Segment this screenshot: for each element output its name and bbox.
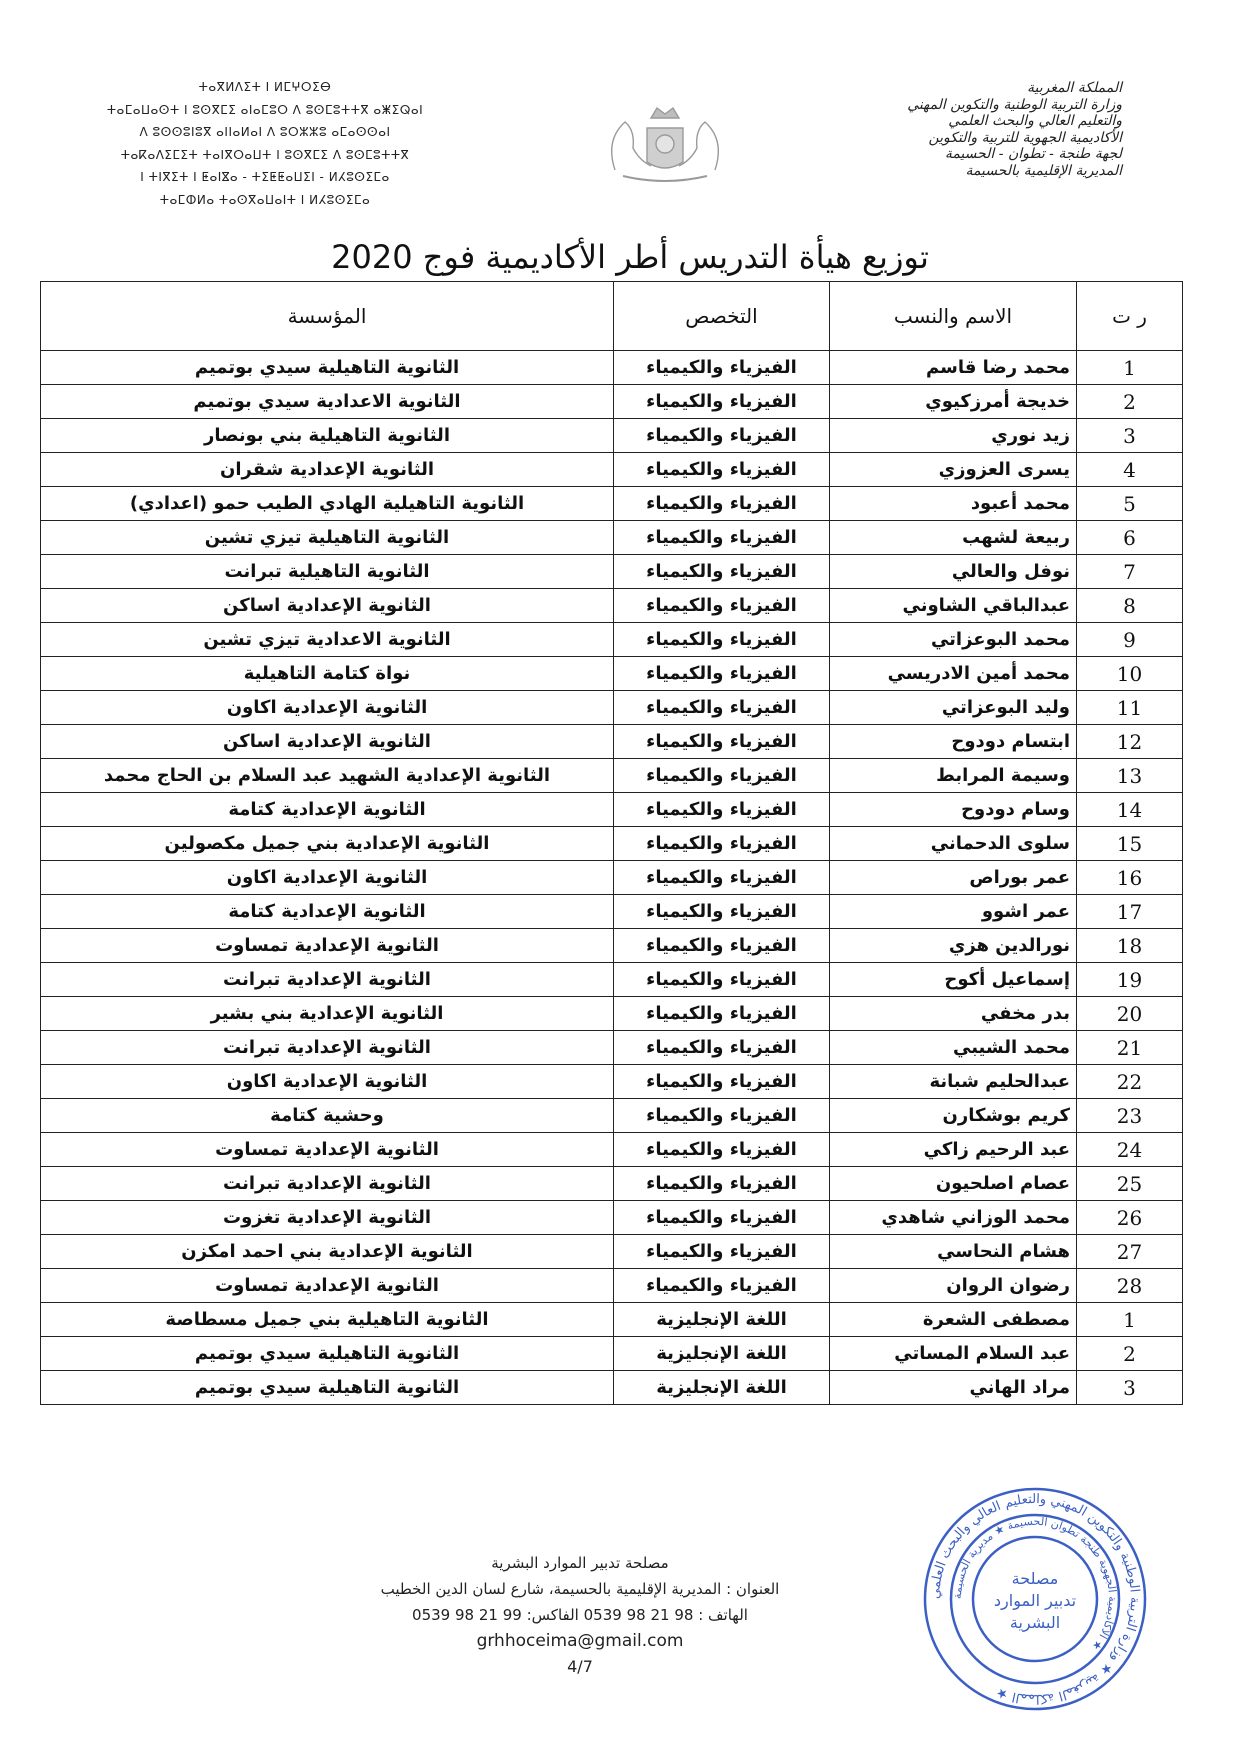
row-number: 18 <box>1077 929 1183 963</box>
row-specialty: اللغة الإنجليزية <box>614 1303 830 1337</box>
header-arabic-line: المملكة المغربية <box>1026 80 1122 96</box>
table-row <box>41 997 1183 1031</box>
header-tifinagh-line: ⵏ ⵜⵏⴳⵉⵜ ⵏ ⵟⴰⵏⴵⴰ - ⵜⵉⵟⵟⴰⵡⵉⵏ - ⵍⵃⵓⵙⵉⵎⴰ <box>140 170 390 184</box>
table-row <box>41 895 1183 929</box>
row-number: 2 <box>1077 1337 1183 1371</box>
row-specialty: الفيزياء والكيمياء <box>614 1167 830 1201</box>
row-number: 12 <box>1077 725 1183 759</box>
row-specialty: الفيزياء والكيمياء <box>614 385 830 419</box>
row-name: مصطفى الشعرة <box>830 1303 1077 1337</box>
header-tifinagh-line: ⵜⴰⴳⵍⴷⵉⵜ ⵏ ⵍⵎⵖⵔⵉⴱ <box>198 80 332 94</box>
table-row <box>41 1065 1183 1099</box>
official-stamp <box>920 1484 1150 1714</box>
row-specialty: الفيزياء والكيمياء <box>614 759 830 793</box>
row-name: ربيعة لشهب <box>830 521 1077 555</box>
header-arabic-line: والتعليم العالي والبحث العلمي <box>948 113 1122 129</box>
row-number: 28 <box>1077 1269 1183 1303</box>
header-tifinagh-line: ⴷ ⵓⵙⵙⵓⵏⵓⴳ ⴰⵏⵏⴰⵍⴰⵏ ⴷ ⵓⵔⵣⵣⵓ ⴰⵎⴰⵙⵙⴰⵏ <box>139 125 391 139</box>
footer-service: مصلحة تدبير الموارد البشرية <box>491 1554 669 1572</box>
row-number: 21 <box>1077 1031 1183 1065</box>
row-specialty: الفيزياء والكيمياء <box>614 691 830 725</box>
row-name: مراد الهاني <box>830 1371 1077 1405</box>
row-institution: الثانوية التاهيلية الهادي الطيب حمو (اعدادي) <box>41 487 614 521</box>
table-row <box>41 351 1183 385</box>
row-specialty: الفيزياء والكيمياء <box>614 351 830 385</box>
row-institution: الثانوية الإعدادية اساكن <box>41 725 614 759</box>
row-specialty: الفيزياء والكيمياء <box>614 487 830 521</box>
row-institution: الثانوية التاهيلية تبرانت <box>41 555 614 589</box>
row-specialty: الفيزياء والكيمياء <box>614 1133 830 1167</box>
row-number: 14 <box>1077 793 1183 827</box>
stamp-center-line: تدبير الموارد <box>993 1591 1077 1610</box>
row-specialty: الفيزياء والكيمياء <box>614 1235 830 1269</box>
row-name: كريم بوشكارن <box>830 1099 1077 1133</box>
row-number: 4 <box>1077 453 1183 487</box>
header-arabic-line: لجهة طنجة - تطوان - الحسيمة <box>944 146 1122 162</box>
row-name: إسماعيل أكوح <box>830 963 1077 997</box>
row-institution: الثانوية الاعدادية سيدي بوتميم <box>41 385 614 419</box>
row-institution: الثانوية الإعدادية بني احمد امكزن <box>41 1235 614 1269</box>
header-tifinagh <box>55 76 475 211</box>
row-name: محمد أمين الادريسي <box>830 657 1077 691</box>
table-row <box>41 1371 1183 1405</box>
row-specialty: الفيزياء والكيمياء <box>614 963 830 997</box>
table-row <box>41 453 1183 487</box>
row-specialty: الفيزياء والكيمياء <box>614 861 830 895</box>
header-arabic-line: المديرية الإقليمية بالحسيمة <box>965 162 1122 179</box>
row-name: عبدالباقي الشاوني <box>830 589 1077 623</box>
table-row <box>41 1133 1183 1167</box>
royal-coat-of-arms-icon <box>595 100 735 184</box>
table-row <box>41 657 1183 691</box>
table-row <box>41 759 1183 793</box>
row-number: 5 <box>1077 487 1183 521</box>
header-arabic <box>742 80 1122 179</box>
footer-email: grhhoceima@gmail.com <box>476 1631 684 1651</box>
row-name: نوفل والعالي <box>830 555 1077 589</box>
row-number: 16 <box>1077 861 1183 895</box>
header-specialty: التخصص <box>614 282 830 351</box>
table-row <box>41 1235 1183 1269</box>
row-name: ابتسام دودوح <box>830 725 1077 759</box>
table-body <box>41 351 1183 1405</box>
row-institution: الثانوية الاعدادية تيزي تشين <box>41 623 614 657</box>
row-specialty: الفيزياء والكيمياء <box>614 1201 830 1235</box>
row-number: 17 <box>1077 895 1183 929</box>
row-institution: الثانوية التاهيلية بني بونصار <box>41 419 614 453</box>
row-number: 9 <box>1077 623 1183 657</box>
row-name: وسام دودوح <box>830 793 1077 827</box>
row-institution: الثانوية الإعدادية تبرانت <box>41 1167 614 1201</box>
stamp-inner-text: الأكاديمية الجهوية طنجة تطوان الحسيمة ★ مديرية الحسيمة ★ <box>950 1514 1120 1654</box>
stamp-center-line: مصلحة <box>1011 1569 1059 1588</box>
row-specialty: الفيزياء والكيمياء <box>614 1269 830 1303</box>
table-row <box>41 385 1183 419</box>
row-specialty: الفيزياء والكيمياء <box>614 793 830 827</box>
table-row <box>41 623 1183 657</box>
row-number: 19 <box>1077 963 1183 997</box>
row-number: 3 <box>1077 419 1183 453</box>
row-name: زيد نوري <box>830 419 1077 453</box>
row-number: 3 <box>1077 1371 1183 1405</box>
row-institution: الثانوية الإعدادية بني جميل مكصولين <box>41 827 614 861</box>
row-specialty: الفيزياء والكيمياء <box>614 1065 830 1099</box>
table-row <box>41 827 1183 861</box>
table-row <box>41 725 1183 759</box>
row-institution: الثانوية الإعدادية تمساوت <box>41 1269 614 1303</box>
row-number: 11 <box>1077 691 1183 725</box>
table-row <box>41 1337 1183 1371</box>
assignment-table <box>40 281 1183 1405</box>
table-row <box>41 1303 1183 1337</box>
table-row <box>41 521 1183 555</box>
row-name: محمد رضا قاسم <box>830 351 1077 385</box>
footer-phone: الهاتف : 98 21 98 0539 الفاكس: 99 21 98 0539 <box>412 1606 748 1624</box>
row-institution: الثانوية الإعدادية كتامة <box>41 895 614 929</box>
row-specialty: اللغة الإنجليزية <box>614 1337 830 1371</box>
row-number: 1 <box>1077 351 1183 385</box>
row-specialty: الفيزياء والكيمياء <box>614 827 830 861</box>
row-number: 23 <box>1077 1099 1183 1133</box>
row-number: 24 <box>1077 1133 1183 1167</box>
row-name: عمر اشوو <box>830 895 1077 929</box>
row-institution: الثانوية الإعدادية شقران <box>41 453 614 487</box>
row-specialty: الفيزياء والكيمياء <box>614 725 830 759</box>
table-row <box>41 589 1183 623</box>
table-row <box>41 691 1183 725</box>
row-number: 8 <box>1077 589 1183 623</box>
row-institution: الثانوية الإعدادية تمساوت <box>41 929 614 963</box>
row-number: 1 <box>1077 1303 1183 1337</box>
header-institution: المؤسسة <box>41 282 614 351</box>
row-specialty: الفيزياء والكيمياء <box>614 1099 830 1133</box>
header-name: الاسم والنسب <box>830 282 1077 351</box>
row-specialty: الفيزياء والكيمياء <box>614 895 830 929</box>
row-name: عبد الرحيم زاكي <box>830 1133 1077 1167</box>
row-name: محمد أعبود <box>830 487 1077 521</box>
row-institution: الثانوية الإعدادية تبرانت <box>41 963 614 997</box>
row-number: 26 <box>1077 1201 1183 1235</box>
table-row <box>41 793 1183 827</box>
row-number: 2 <box>1077 385 1183 419</box>
row-number: 15 <box>1077 827 1183 861</box>
row-name: عبد السلام المساتي <box>830 1337 1077 1371</box>
row-specialty: الفيزياء والكيمياء <box>614 589 830 623</box>
row-institution: الثانوية الإعدادية اكاون <box>41 1065 614 1099</box>
row-name: محمد البوعزاتي <box>830 623 1077 657</box>
row-number: 27 <box>1077 1235 1183 1269</box>
header-tifinagh-line: ⵜⴰⵎⴰⵡⴰⵙⵜ ⵏ ⵓⵙⴳⵎⵉ ⴰⵏⴰⵎⵓⵔ ⴷ ⵓⵙⵎⵓⵜⵜⴳ ⴰⵥⵉⵕⴰⵏ <box>106 102 424 117</box>
row-specialty: الفيزياء والكيمياء <box>614 929 830 963</box>
row-specialty: الفيزياء والكيمياء <box>614 521 830 555</box>
footer <box>340 1550 820 1680</box>
table-row <box>41 1167 1183 1201</box>
row-institution: الثانوية الإعدادية اكاون <box>41 861 614 895</box>
row-institution: الثانوية الإعدادية بني بشير <box>41 997 614 1031</box>
header-arabic-line: الأكاديمية الجهوية للتربية والتكوين <box>928 129 1122 146</box>
row-name: هشام النحاسي <box>830 1235 1077 1269</box>
row-name: يسرى العزوزي <box>830 453 1077 487</box>
row-specialty: الفيزياء والكيمياء <box>614 1031 830 1065</box>
header-tifinagh-line: ⵜⴰⴽⴰⴷⵉⵎⵉⵜ ⵜⴰⵏⴳⵔⴰⵡⵜ ⵏ ⵓⵙⴳⵎⵉ ⴷ ⵓⵙⵎⵓⵜⵜⴳ <box>120 147 410 162</box>
row-institution: الثانوية الإعدادية كتامة <box>41 793 614 827</box>
page-title: توزيع هيأة التدريس أطر الأكاديمية فوج 2020 <box>331 238 929 276</box>
footer-address: العنوان : المديرية الإقليمية بالحسيمة، شارع لسان الدين الخطيب <box>380 1580 780 1598</box>
row-number: 20 <box>1077 997 1183 1031</box>
row-institution: الثانوية التاهيلية بني جميل مسطاصة <box>41 1303 614 1337</box>
row-number: 6 <box>1077 521 1183 555</box>
row-institution: وحشية كتامة <box>41 1099 614 1133</box>
row-name: عبدالحليم شبانة <box>830 1065 1077 1099</box>
row-specialty: اللغة الإنجليزية <box>614 1371 830 1405</box>
row-institution: الثانوية الإعدادية تبرانت <box>41 1031 614 1065</box>
table-row <box>41 1201 1183 1235</box>
row-name: محمد الشيبي <box>830 1031 1077 1065</box>
row-name: خديجة أمرزكيوي <box>830 385 1077 419</box>
row-name: بدر مخفي <box>830 997 1077 1031</box>
table-row <box>41 963 1183 997</box>
row-institution: الثانوية الإعدادية تمساوت <box>41 1133 614 1167</box>
table-row <box>41 1031 1183 1065</box>
row-institution: الثانوية التاهيلية تيزي تشين <box>41 521 614 555</box>
row-specialty: الفيزياء والكيمياء <box>614 419 830 453</box>
stamp-outer-text: المملكة المغربية ★ وزارة التربية الوطنية والتكوين المهني والتعليم العالي والبحث العلمي ★ <box>927 1491 1143 1707</box>
header-arabic-line: وزارة التربية الوطنية والتكوين المهني <box>907 96 1122 113</box>
row-institution: الثانوية الإعدادية اساكن <box>41 589 614 623</box>
row-number: 7 <box>1077 555 1183 589</box>
table-row <box>41 419 1183 453</box>
row-number: 22 <box>1077 1065 1183 1099</box>
table-row <box>41 1099 1183 1133</box>
header-number: ر ت <box>1077 282 1183 351</box>
row-specialty: الفيزياء والكيمياء <box>614 997 830 1031</box>
row-name: محمد الوزاني شاهدي <box>830 1201 1077 1235</box>
row-number: 13 <box>1077 759 1183 793</box>
table-row <box>41 1269 1183 1303</box>
row-name: عصام اصلحيون <box>830 1167 1077 1201</box>
row-specialty: الفيزياء والكيمياء <box>614 453 830 487</box>
table-row <box>41 929 1183 963</box>
row-institution: نواة كتامة التاهيلية <box>41 657 614 691</box>
table-row <box>41 861 1183 895</box>
row-name: وليد البوعزاتي <box>830 691 1077 725</box>
table-row <box>41 555 1183 589</box>
row-name: عمر بوراص <box>830 861 1077 895</box>
page-number: 4/7 <box>567 1657 593 1676</box>
row-number: 10 <box>1077 657 1183 691</box>
row-institution: الثانوية التاهيلية سيدي بوتميم <box>41 1337 614 1371</box>
row-institution: الثانوية التاهيلية سيدي بوتميم <box>41 351 614 385</box>
row-number: 25 <box>1077 1167 1183 1201</box>
row-name: نورالدين هزي <box>830 929 1077 963</box>
row-institution: الثانوية الإعدادية اكاون <box>41 691 614 725</box>
table-header-row <box>41 282 1183 351</box>
row-name: رضوان الروان <box>830 1269 1077 1303</box>
header-tifinagh-line: ⵜⴰⵎⵀⵍⴰ ⵜⴰⵙⴳⴰⵡⴰⵏⵜ ⵏ ⵍⵃⵓⵙⵉⵎⴰ <box>159 192 371 207</box>
stamp-center-line: البشرية <box>1009 1613 1061 1632</box>
row-specialty: الفيزياء والكيمياء <box>614 623 830 657</box>
row-institution: الثانوية الإعدادية تغزوت <box>41 1201 614 1235</box>
row-specialty: الفيزياء والكيمياء <box>614 555 830 589</box>
row-specialty: الفيزياء والكيمياء <box>614 657 830 691</box>
row-name: سلوى الدحماني <box>830 827 1077 861</box>
row-institution: الثانوية التاهيلية سيدي بوتميم <box>41 1371 614 1405</box>
row-institution: الثانوية الإعدادية الشهيد عبد السلام بن الحاج محمد <box>41 759 614 793</box>
table-row <box>41 487 1183 521</box>
row-name: وسيمة المرابط <box>830 759 1077 793</box>
